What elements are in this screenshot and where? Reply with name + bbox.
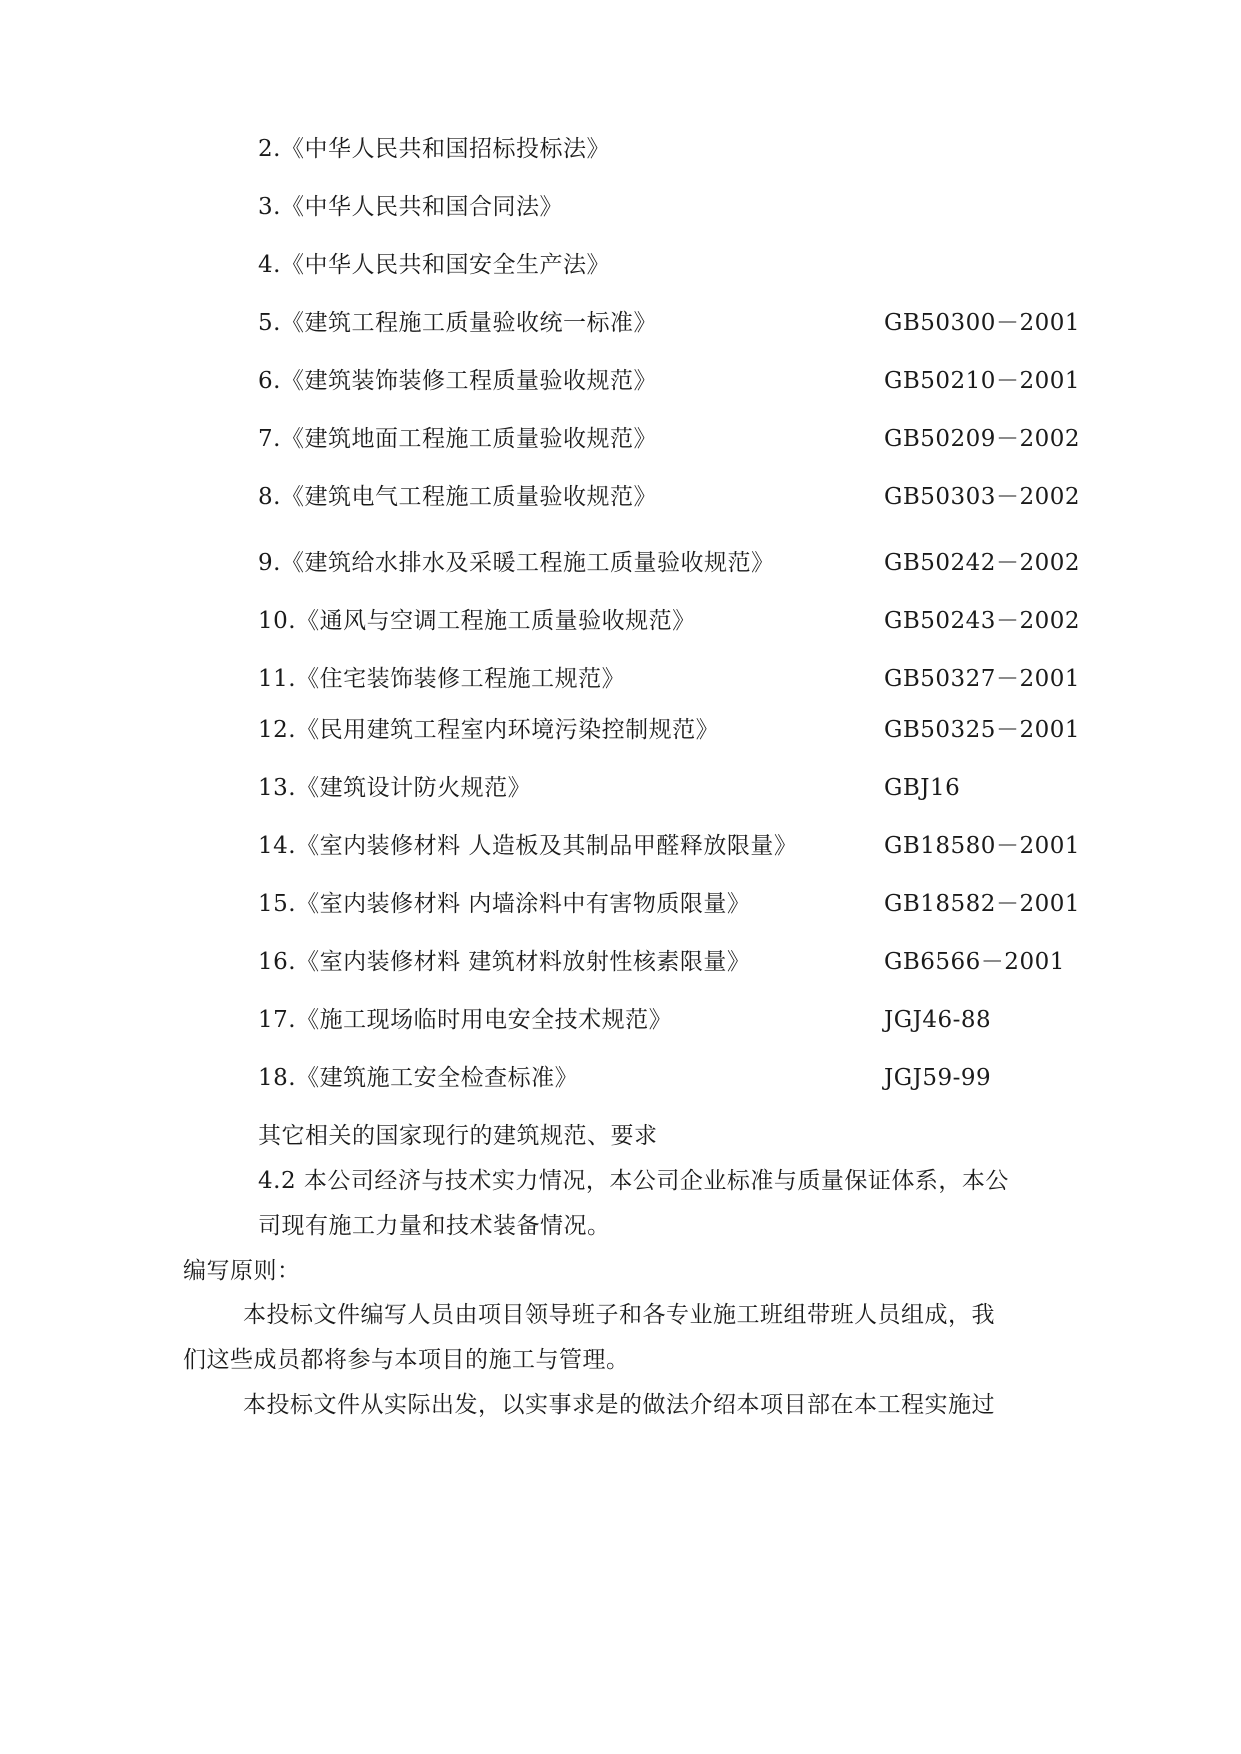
reference-title: 10.《通风与空调工程施工质量验收规范》 [258,608,696,634]
reference-title: 11.《住宅装饰装修工程施工规范》 [258,666,626,692]
reference-code: GB50327－2001 [884,666,1080,692]
reference-title: 13.《建筑设计防火规范》 [258,775,532,801]
principles-paragraph-2-line-1: 本投标文件从实际出发，以实事求是的做法介绍本项目部在本工程实施过 [243,1392,995,1418]
reference-code: GB50209－2002 [884,426,1080,452]
reference-code: JGJ46-88 [884,1007,992,1033]
reference-code: GB50303－2002 [884,484,1080,510]
other-standards-text: 其它相关的国家现行的建筑规范、要求 [258,1123,658,1149]
reference-code: GB18580－2001 [884,833,1080,859]
reference-code: GB50243－2002 [884,608,1080,634]
reference-code: GB50210－2001 [884,368,1080,394]
reference-code: GBJ16 [884,775,961,801]
reference-title: 7.《建筑地面工程施工质量验收规范》 [258,426,657,452]
reference-title: 12.《民用建筑工程室内环境污染控制规范》 [258,717,720,743]
section-4-2-line-1: 4.2 本公司经济与技术实力情况，本公司企业标准与质量保证体系，本公 [258,1168,1009,1194]
reference-code: GB6566－2001 [884,949,1065,975]
reference-code: GB50325－2001 [884,717,1080,743]
reference-title: 2.《中华人民共和国招标投标法》 [258,136,610,162]
reference-title: 14.《室内装修材料 人造板及其制品甲醛释放限量》 [258,833,798,859]
reference-title: 6.《建筑装饰装修工程质量验收规范》 [258,368,657,394]
reference-code: GB50242－2002 [884,550,1080,576]
reference-code: GB50300－2001 [884,310,1080,336]
reference-title: 3.《中华人民共和国合同法》 [258,194,563,220]
reference-code: GB18582－2001 [884,891,1080,917]
reference-title: 8.《建筑电气工程施工质量验收规范》 [258,484,657,510]
reference-title: 18.《建筑施工安全检查标准》 [258,1065,579,1091]
principles-heading: 编写原则： [183,1258,301,1284]
reference-title: 16.《室内装修材料 建筑材料放射性核素限量》 [258,949,751,975]
reference-code: JGJ59-99 [884,1065,992,1091]
reference-title: 15.《室内装修材料 内墙涂料中有害物质限量》 [258,891,751,917]
principles-paragraph-1-line-1: 本投标文件编写人员由项目领导班子和各专业施工班组带班人员组成，我 [243,1302,995,1328]
section-4-2-line-2: 司现有施工力量和技术装备情况。 [258,1213,611,1239]
principles-paragraph-1-line-2: 们这些成员都将参与本项目的施工与管理。 [183,1347,630,1373]
reference-title: 9.《建筑给水排水及采暖工程施工质量验收规范》 [258,550,775,576]
reference-title: 5.《建筑工程施工质量验收统一标准》 [258,310,657,336]
reference-title: 4.《中华人民共和国安全生产法》 [258,252,610,278]
reference-title: 17.《施工现场临时用电安全技术规范》 [258,1007,673,1033]
